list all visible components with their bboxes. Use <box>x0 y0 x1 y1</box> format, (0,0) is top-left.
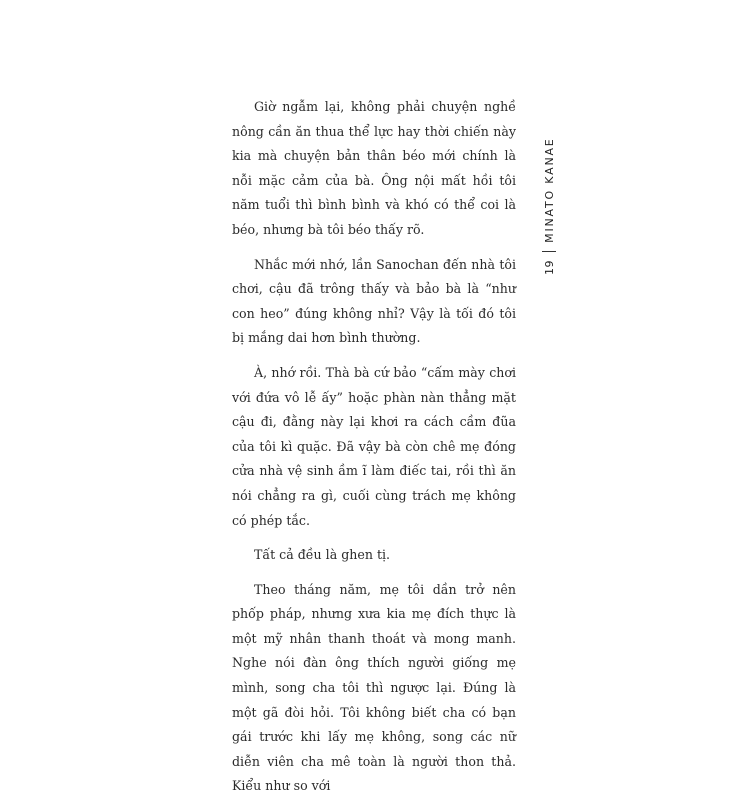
author-name: MINATO KANAE <box>542 137 556 243</box>
running-head <box>540 75 558 275</box>
running-head-divider <box>542 251 556 252</box>
paragraph: Theo tháng năm, mẹ tôi dần trở nên phốp pháp, nhưng xưa kia mẹ đích thực là một mỹ nhân thanh thoát và mong manh. Nghe nói đàn ông thích người giống mẹ mình, song cha tôi thì ngược lại. Đúng là một gã đòi hỏi. Tôi không biết cha có bạn gái trước khi lấy mẹ không, song các nữ diễn viên cha mê toàn là người thon thả. Kiểu như so với <box>232 581 516 794</box>
paragraph: À, nhớ rồi. Thà bà cứ bảo “cấm mày chơi với đứa vô lễ ấy” hoặc phàn nàn thẳng mặt cậu đi, đằng này lại khơi ra cách cầm đũa của tôi kì quặc. Đã vậy bà còn chê mẹ đóng cửa nhà vệ sinh ầm ĩ làm điếc tai, rồi thì ăn nói chẳng ra gì, cuối cùng trách mẹ không có phép tắc. <box>232 364 516 528</box>
paragraph: Nhắc mới nhớ, lần Sanochan đến nhà tôi chơi, cậu đã trông thấy và bảo bà là “như con heo” đúng không nhỉ? Vậy là tối đó tôi bị mắng dai hơn bình thường. <box>232 256 516 346</box>
paragraph: Giờ ngẫm lại, không phải chuyện nghề nông cần ăn thua thể lực hay thời chiến này kia mà chuyện bản thân béo mới chính là nỗi mặc cảm của bà. Ông nội mất hồi tôi năm tuổi thì bình bình và khó có thể coi là béo, nhưng bà tôi béo thấy rõ. <box>232 99 516 237</box>
running-head-text <box>540 75 558 275</box>
paragraph: Tất cả đều là ghen tị. <box>254 547 391 563</box>
body-text <box>232 95 516 799</box>
page-number: 19 <box>542 260 556 275</box>
